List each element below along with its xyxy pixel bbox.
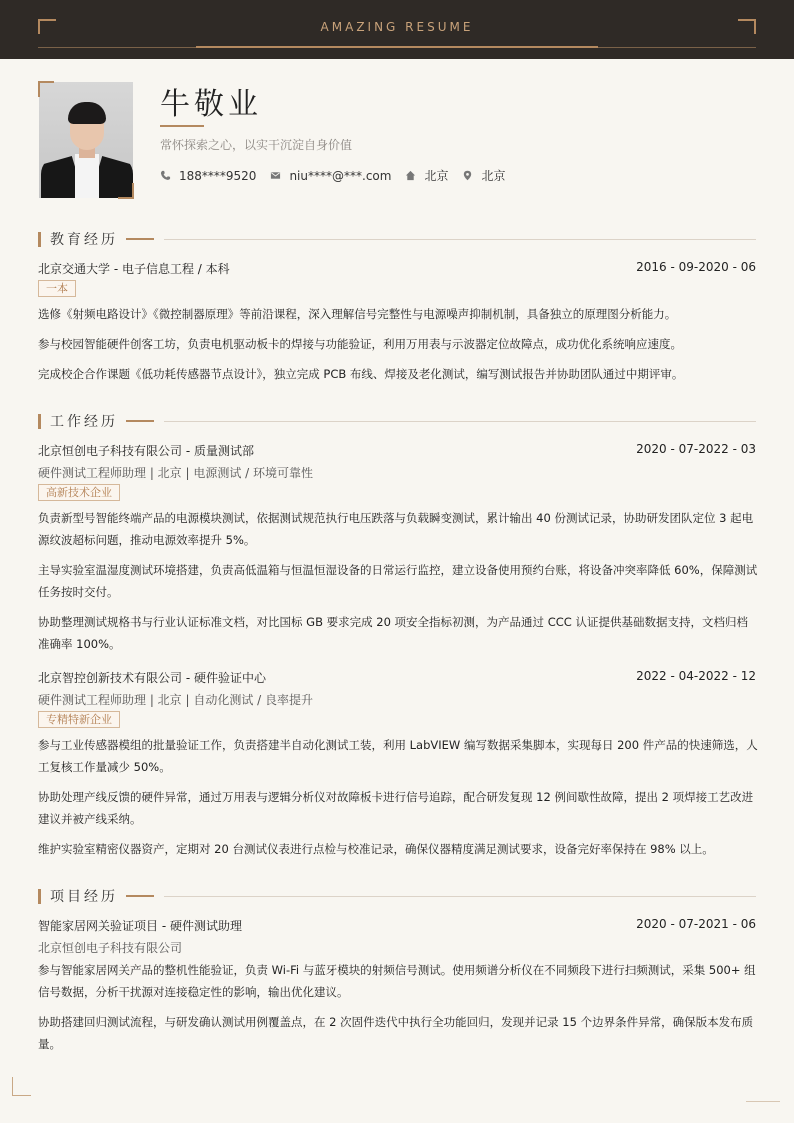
job-subtitle: 硬件测试工程师助理 | 北京 | 自动化测试 / 良率提升 (38, 693, 314, 707)
job-item: 主导实验室温湿度测试环境搭建，负责高低温箱与恒温恒湿设备的日常运行监控，建立设备使用预约台账，将设备冲突率降低 60%，保障测试任务按时交付。 (38, 563, 758, 599)
header-divider-accent (196, 46, 598, 48)
phone-icon (160, 170, 171, 181)
mail-icon (270, 170, 281, 181)
project-name: 智能家居网关验证项目 - 硬件测试助理 (38, 919, 242, 933)
job-date: 2022 - 04-2022 - 12 (636, 669, 756, 683)
contact-home (405, 167, 448, 184)
company-tag: 专精特新企业 (38, 711, 120, 728)
email-text: niu****@***.com (289, 168, 392, 183)
project-item: 参与智能家居网关产品的整机性能验证，负责 Wi-Fi 与蓝牙模块的射频信号测试。使用频谱分析仪在不同频段下进行扫频测试，采集 500+ 组信号数据，分析干扰源对连接稳定性的影响，输出优化建议。 (38, 963, 756, 999)
name-underline (160, 125, 204, 127)
company-line: 北京恒创电子科技有限公司 - 质量测试部 (38, 444, 254, 458)
photo-corner-ornament (38, 81, 54, 97)
section-title-text: 工作经历 (50, 414, 118, 430)
education-date: 2016 - 09-2020 - 06 (636, 260, 756, 274)
profile-photo (39, 82, 133, 198)
section-education-title (38, 231, 756, 247)
contact-email (270, 169, 391, 183)
candidate-name: 牛敬业 (160, 87, 262, 122)
avatar (38, 81, 134, 199)
location-pin-icon (462, 170, 473, 181)
project-date: 2020 - 07-2021 - 06 (636, 917, 756, 931)
education-item: 选修《射频电路设计》《微控制器原理》等前沿课程，深入理解信号完整性与电源噪声抑制机制，具备独立的原理图分析能力。 (38, 307, 677, 321)
header-bar (0, 0, 794, 59)
section-projects-title (38, 888, 756, 904)
project-company: 北京恒创电子科技有限公司 (38, 941, 183, 955)
section-title-text: 教育经历 (50, 232, 118, 248)
home-text: 北京 (424, 169, 449, 183)
location-text: 北京 (481, 169, 506, 183)
school-line: 北京交通大学 - 电子信息工程 / 本科 (38, 262, 230, 276)
contact-location (462, 167, 505, 184)
contact-info (160, 167, 519, 184)
job-item: 参与工业传感器模组的批量验证工作，负责搭建半自动化测试工装，利用 LabVIEW 编写数据采集脚本，实现每日 200 件产品的快速筛选，人工复核工作量减少 50%。 (38, 738, 758, 774)
photo-corner-ornament (118, 183, 134, 199)
school-tag: 一本 (38, 280, 76, 297)
project-item: 协助搭建回归测试流程，与研发确认测试用例覆盖点，在 2 次固件迭代中执行全功能回归，发现并记录 15 个边界条件异常，确保版本发布质量。 (38, 1015, 754, 1051)
job-item: 维护实验室精密仪器资产，定期对 20 台测试仪表进行点检与校准记录，确保仪器精度满足测试要求，设备完好率保持在 98% 以上。 (38, 842, 714, 856)
home-icon (405, 170, 416, 181)
section-title-text: 项目经历 (50, 889, 118, 905)
footer-line (746, 1101, 780, 1102)
corner-ornament (12, 1077, 31, 1096)
job-subtitle: 硬件测试工程师助理 | 北京 | 电源测试 / 环境可靠性 (38, 466, 314, 480)
job-item: 协助整理测试规格书与行业认证标准文档，对比国标 GB 要求完成 20 项安全指标初测，为产品通过 CCC 认证提供基础数据支持，文档归档准确率 100%。 (38, 615, 748, 651)
tagline: 常怀探索之心，以实干沉淀自身价值 (160, 138, 353, 152)
phone-text: 188****9520 (179, 168, 257, 183)
brand-title: AMAZING RESUME (320, 20, 474, 34)
job-item: 协助处理产线反馈的硬件异常，通过万用表与逻辑分析仪对故障板卡进行信号追踪，配合研发复现 12 例间歇性故障，提出 2 项焊接工艺改进建议并被产线采纳。 (38, 790, 754, 826)
section-work-title (38, 413, 756, 429)
job-date: 2020 - 07-2022 - 03 (636, 442, 756, 456)
education-item: 完成校企合作课题《低功耗传感器节点设计》，独立完成 PCB 布线、焊接及老化测试，编写测试报告并协助团队通过中期评审。 (38, 367, 684, 381)
education-item: 参与校园智能硬件创客工坊，负责电机驱动板卡的焊接与功能验证，利用万用表与示波器定位故障点，成功优化系统响应速度。 (38, 337, 682, 351)
company-tag: 高新技术企业 (38, 484, 120, 501)
company-line: 北京智控创新技术有限公司 - 硬件验证中心 (38, 671, 266, 685)
contact-phone (160, 169, 256, 183)
job-item: 负责新型号智能终端产品的电源模块测试，依据测试规范执行电压跌落与负载瞬变测试，累计输出 40 份测试记录，协助研发团队定位 3 起电源纹波超标问题，推动电源效率提升 5%。 (38, 511, 754, 547)
